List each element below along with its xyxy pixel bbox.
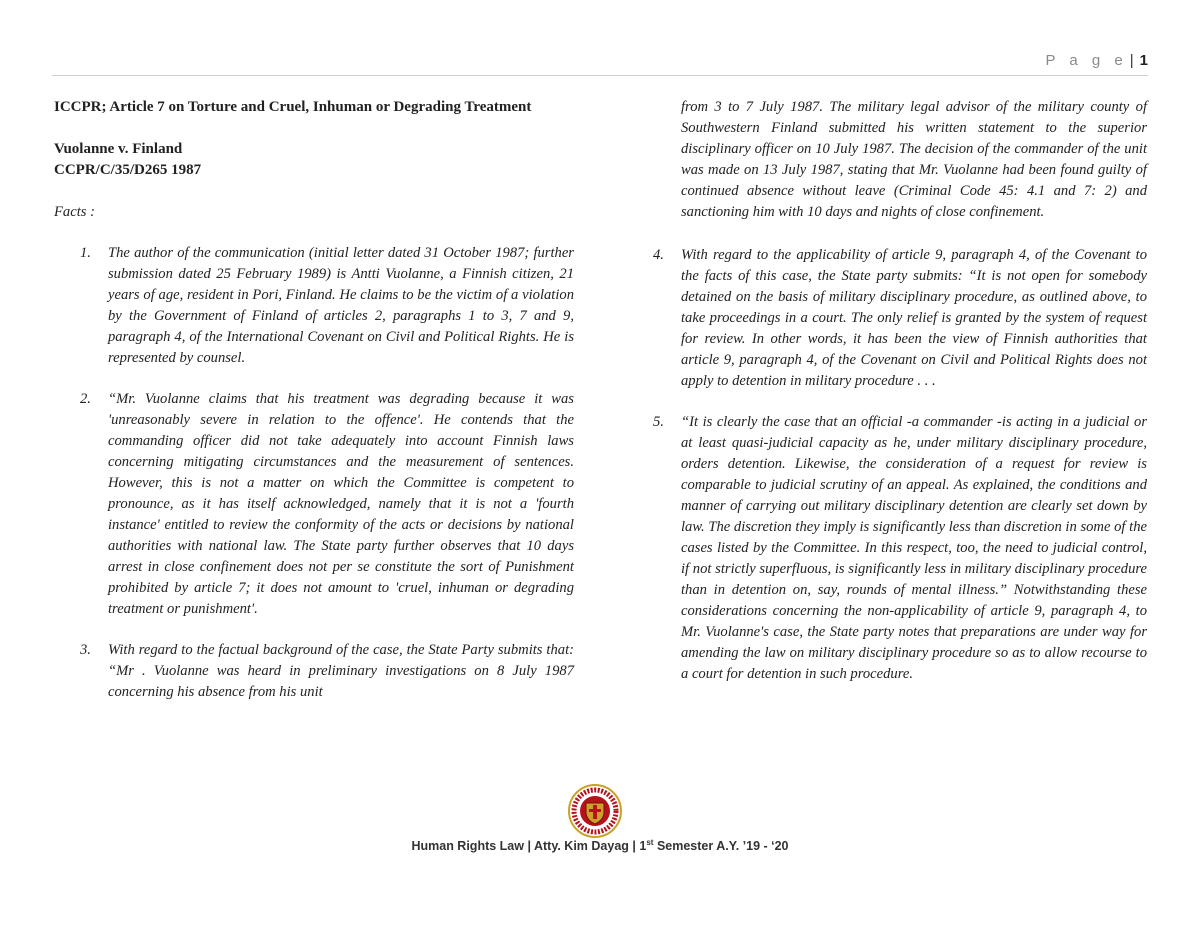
list-item [54,243,574,369]
page-header [1045,52,1148,69]
page-footer: Human Rights Law | Atty. Kim Dayag | 1st Semester A.Y. ’19 - ‘20 [411,838,789,854]
case-citation [54,139,574,181]
page-separator: | [1129,52,1134,69]
item-number: 2. [80,391,91,407]
item-number: 5. [653,414,664,430]
list-item [54,389,574,620]
page-label: P a g e [1045,52,1128,69]
item-text: “Mr. Vuolanne claims that his treatment was degrading because it was 'unreasonably severe in relation to the offence'. He contends that the commanding officer did not take adequately into account Finnish laws concerning mitigating circumstances and the measurement of sentences. However, this is not a matter on which the Committee is competent to pronounce, as it has itself acknowledged, namely that it is not a 'fourth instance' entitled to review the conformity of the acts or decisions by national authorities with national law. The State party further observes that 10 days arrest in close confinement does not per se constitute the sort of Punishment prohibited by article 7; it does not amount to 'cruel, inhuman or degrading treatment or punishment'. [108,391,574,617]
case-number: CCPR/C/35/D265 1987 [54,162,202,178]
footer-semester-sup: st [646,838,654,847]
list-item [627,245,1147,392]
header-divider [52,75,1148,76]
left-column [54,97,574,703]
right-column [627,97,1147,685]
page-number: 1 [1139,52,1148,69]
case-name: Vuolanne v. Finland [54,141,183,157]
facts-label: Facts : [54,204,95,220]
document-title: ICCPR; Article 7 on Torture and Cruel, Inhuman or Degrading Treatment [54,99,532,115]
footer-semester: Semester A.Y. ’19 - ‘20 [656,839,789,854]
footer-course: Human Rights Law [411,839,524,854]
law-school-seal-icon [562,782,628,840]
footer-instructor: Atty. Kim Dayag [533,839,629,854]
item-number: 4. [653,247,664,263]
item-text: The author of the communication (initial letter dated 31 October 1987; further submission dated 25 February 1989) is Antti Vuolanne, a Finnish citizen, 21 years of age, resident in Pori, Finland. He claims to be the victim of a violation by the Government of Finland of articles 2, paragraphs 1 to 3, 7 and 9, paragraph 4, of the International Covenant on Civil and Political Rights. He is represented by counsel. [108,245,574,366]
item-text: “It is clearly the case that an official -a commander -is acting in a judicial or at least quasi-judicial capacity as he, under military disciplinary procedure, orders detention. Likewise, the consideration of a request for review is comparable to judicial scrutiny of an appeal. As explained, the conditions and manner of carrying out military disciplinary detention are clearly set down by law. The discretion they imply is significantly less than discretion in some of the cases listed by the Committee. In this respect, too, the need to judicial control, if not strictly superfluous, is significantly less in military disciplinary procedure than in detention on, say, rounds of mental illness.” Notwithstanding these considerations concerning the non-applicability of article 9, paragraph 4, to Mr. Vuolanne's case, the State party notes that preparations are under way for amending the law on military disciplinary procedure so as to allow recourse to a court for detention in such procedure. [681,414,1147,682]
item-3-continuation: from 3 to 7 July 1987. The military legal advisor of the military county of Southwestern Finland submitted his written statement to the superior disciplinary officer on 10 July 1987. The decision of the commander of the unit was made on 13 July 1987, stating that Mr. Vuolanne had been found guilty of continued absence without leave (Criminal Code 45: 4.1 and 7: 2) and sanctioning him with 10 days and nights of close confinement. [681,99,1147,220]
list-item [54,640,574,703]
footer-semester-num: 1 [639,839,647,854]
item-text: With regard to the applicability of article 9, paragraph 4, of the Covenant to the facts of this case, the State party submits: “It is not open for somebody detained on the basis of military disciplinary procedure, as outlined above, to take proceedings in a court. The only relief is granted by the system of request for review. In other words, it has been the view of Finnish authorities that article 9, paragraph 4, of the Covenant on Civil and Political Rights does not apply to detention in military procedure . . . [681,247,1147,389]
item-number: 3. [80,642,91,658]
item-text: With regard to the factual background of the case, the State Party submits that: “Mr . Vuolanne was heard in preliminary investigations on 8 July 1987 concerning his absence from his unit [108,642,574,700]
item-number: 1. [80,245,91,261]
list-item [627,412,1147,685]
